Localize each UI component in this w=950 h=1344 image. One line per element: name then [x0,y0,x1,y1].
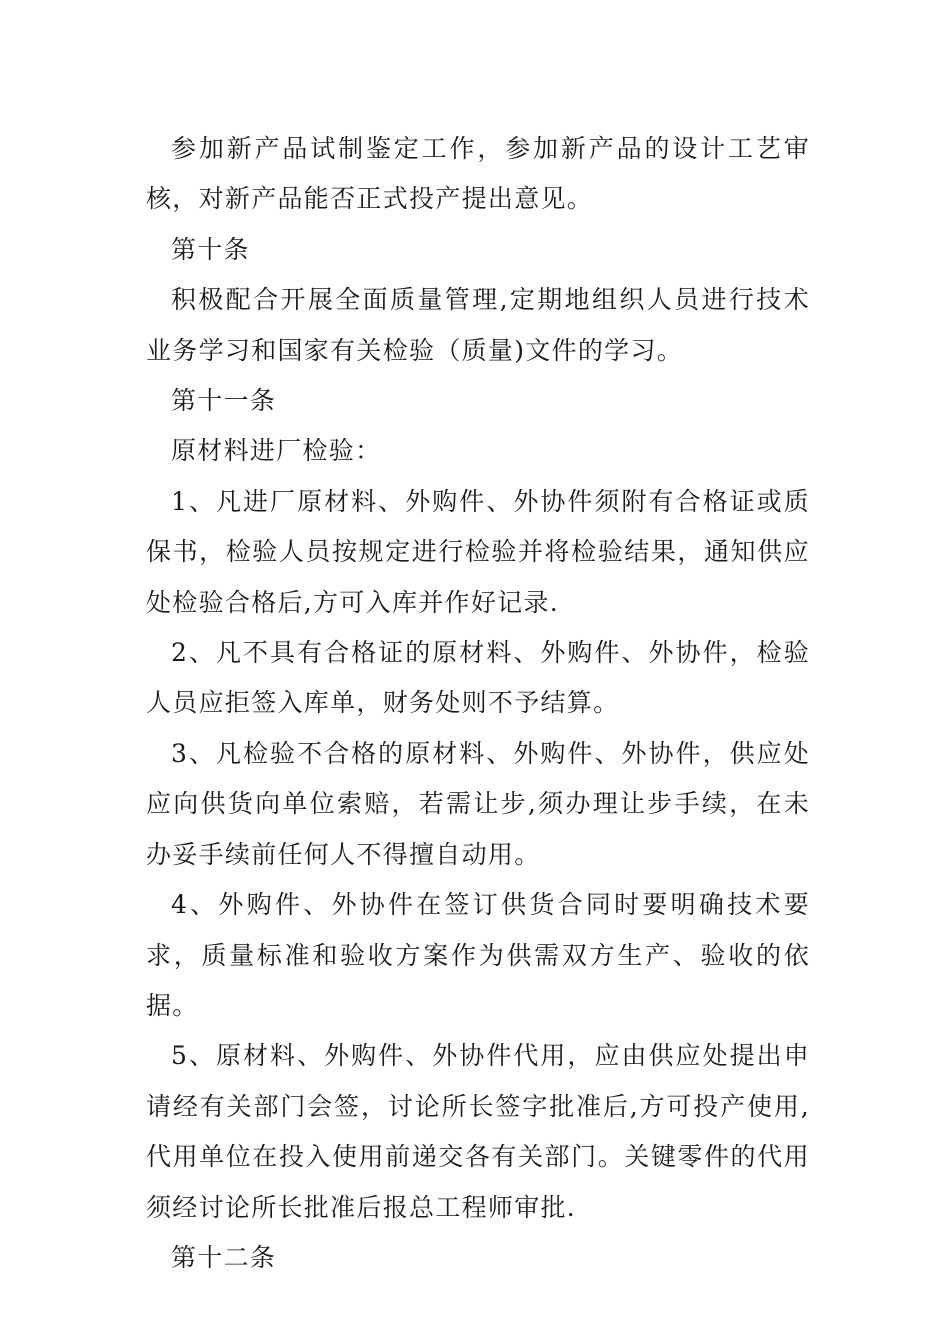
paragraph-quality-management: 积极配合开展全面质量管理,定期地组织人员进行技术业务学习和国家有关检验（质量)文件的学习。 [146,285,810,365]
list-item-5: 5、原材料、外购件、外协件代用，应由供应处提出申请经有关部门会签，讨论所长签字批准后,方可投产使用,代用单位在投入使用前递交各有关部门。关键零件的代用须经讨论所长批准后报总工程师审批. [146,1041,810,1222]
article-heading-11: 第十一条 [171,386,277,416]
document-body [146,124,810,1283]
list-item-3: 3、凡检验不合格的原材料、外购件、外协件，供应处应向供货向单位索赔，若需让步,须办理让步手续，在未办妥手续前任何人不得擅自动用。 [146,738,810,869]
list-item-1: 1、凡进厂原材料、外购件、外协件须附有合格证或质保书，检验人员按规定进行检验并将检验结果，通知供应处检验合格后,方可入库并作好记录. [146,486,810,617]
article-heading-12: 第十二条 [171,1242,277,1272]
list-item-4: 4、外购件、外协件在签订供货合同时要明确技术要求，质量标准和验收方案作为供需双方生产、验收的依据。 [146,890,810,1020]
list-item-2: 2、凡不具有合格证的原材料、外购件、外协件，检验人员应拒签入库单，财务处则不予结算。 [146,638,810,718]
article-heading-10: 第十条 [171,234,250,264]
paragraph-trial-production: 参加新产品试制鉴定工作，参加新产品的设计工艺审核，对新产品能否正式投产提出意见。 [146,134,810,214]
section-heading-incoming-inspection: 原材料进厂检验： [171,436,382,466]
